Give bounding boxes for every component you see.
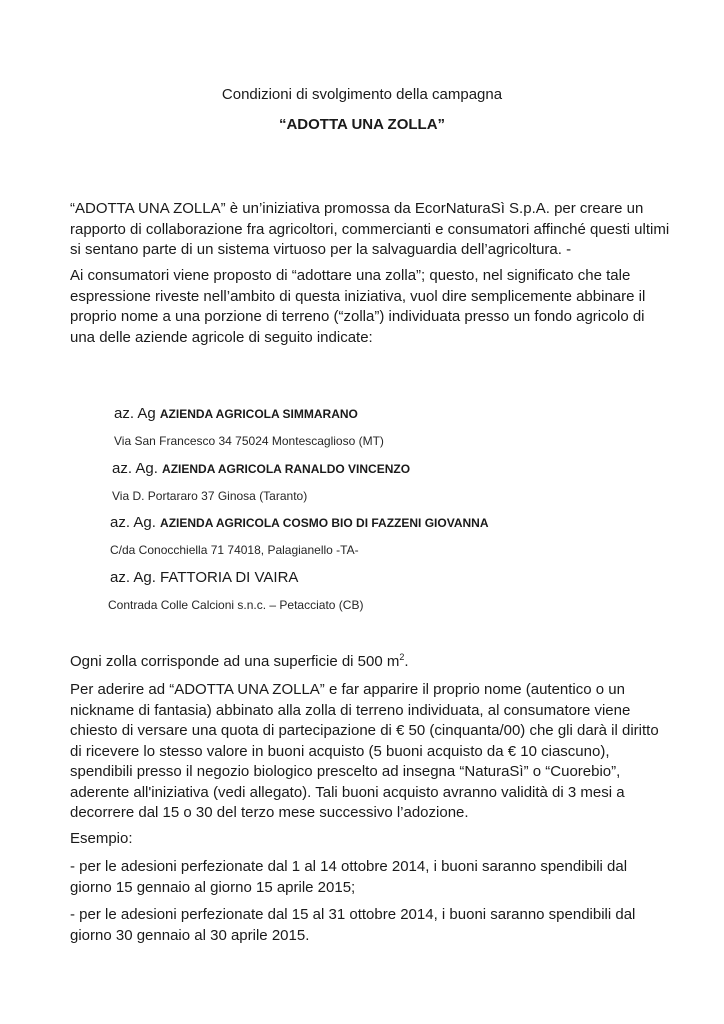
text-line: spendibili presso il negozio biologico prescelto ad insegna “NaturaSì” o “Cuorebio”, xyxy=(70,763,621,780)
farm-address: Via San Francesco 34 75024 Montescaglioso (MT) xyxy=(114,434,384,448)
farm-address: C/da Conocchiella 71 74018, Palagianello -TA- xyxy=(110,543,359,557)
surface-text: Ogni zolla corrisponde ad una superficie di 500 m xyxy=(70,653,400,670)
text-line: rapporto di collaborazione fra agricoltori, commercianti e consumatori affinché questi ultimi xyxy=(70,220,670,238)
text-line: Ai consumatori viene proposto di “adottare una zolla”; questo, nel significato che tale xyxy=(70,267,631,284)
example-2 xyxy=(70,905,670,946)
text-line: Per aderire ad “ADOTTA UNA ZOLLA” e far apparire il proprio nome (autentico o un xyxy=(70,681,625,698)
farm-name xyxy=(110,514,489,531)
farm-address: Via D. Portararo 37 Ginosa (Taranto) xyxy=(112,489,308,503)
farm-title: AZIENDA AGRICOLA SIMMARANO xyxy=(159,407,358,421)
text-line: - per le adesioni perfezionate dal 1 al 14 ottobre 2014, i buoni saranno spendibili dal xyxy=(70,858,628,875)
surface-end: . xyxy=(404,653,409,670)
farm-title: AZIENDA AGRICOLA RANALDO VINCENZO xyxy=(162,462,411,476)
intro-paragraph-2 xyxy=(70,266,670,348)
text-line: una delle aziende agricole di seguito indicate: xyxy=(70,328,373,346)
farm-address: Contrada Colle Calcioni s.n.c. – Petacciato (CB) xyxy=(108,598,364,612)
farm-prefix: az. Ag. xyxy=(110,569,156,586)
farm-name xyxy=(114,405,358,422)
farm-title: FATTORIA DI VAIRA xyxy=(160,569,299,586)
intro-paragraph-1 xyxy=(70,199,670,261)
farm-prefix: az. Ag. xyxy=(112,460,158,477)
surface-paragraph xyxy=(70,652,670,673)
farm-prefix: az. Ag xyxy=(114,405,156,422)
text-line: si sentano parte di un sistema virtuoso per la salvaguardia dell’agricoltura. - xyxy=(70,241,572,258)
text-line: aderente all'iniziativa (vedi allegato). Tali buoni acquisto avranno validità di 3 mesi a xyxy=(70,783,625,801)
text-line: decorrere dal 15 o 30 del terzo mese successivo l’adozione. xyxy=(70,804,469,821)
superscript: 2 xyxy=(399,652,405,662)
text-line: espressione riveste nell’ambito di questa iniziativa, vuol dire semplicemente abbinare il xyxy=(70,287,646,305)
text-line: proprio nome a una porzione di terreno (“zolla”) individuata presso un fondo agricolo di xyxy=(70,308,645,325)
farm-name xyxy=(112,460,410,477)
farm-prefix: az. Ag. xyxy=(110,514,156,531)
text-line: giorno 30 gennaio al 30 aprile 2015. xyxy=(70,926,310,944)
document-title: Condizioni di svolgimento della campagna xyxy=(221,86,503,103)
text-line: Esempio: xyxy=(70,830,133,847)
text-line: nickname di fantasia) abbinato alla zolla di terreno individuata, al consumatore viene xyxy=(70,701,631,719)
text-line: giorno 15 gennaio al giorno 15 aprile 2015; xyxy=(70,878,356,896)
text-line: - per le adesioni perfezionate dal 15 al 31 ottobre 2014, i buoni saranno spendibili dal xyxy=(70,906,636,923)
farm-name xyxy=(110,569,298,586)
text-line: di ricevere lo stesso valore in buoni acquisto (5 buoni acquisto da € 10 ciascuno), xyxy=(70,742,610,760)
example-1 xyxy=(70,857,670,898)
example-label xyxy=(70,829,670,850)
campaign-name: “ADOTTA UNA ZOLLA” xyxy=(278,116,446,133)
text-line: chiesto di versare una quota di partecipazione di € 50 (cinquanta/00) che gli darà il diritto xyxy=(70,722,659,739)
participation-paragraph xyxy=(70,680,670,824)
farm-title: AZIENDA AGRICOLA COSMO BIO DI FAZZENI GIOVANNA xyxy=(160,516,489,530)
text-line: “ADOTTA UNA ZOLLA” è un’iniziativa promossa da EcorNaturaSì S.p.A. per creare un xyxy=(70,200,644,217)
